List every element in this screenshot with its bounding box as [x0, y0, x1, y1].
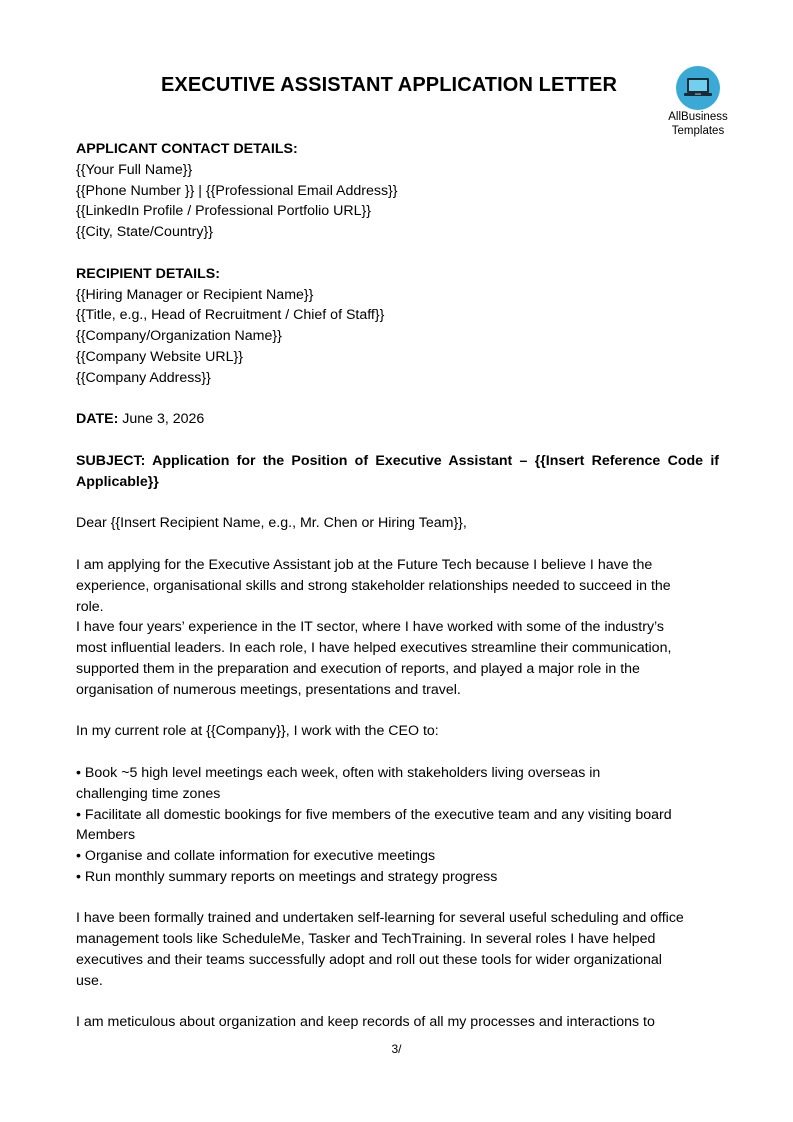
bullet-item: • Organise and collate information for executive meetings	[76, 848, 436, 865]
recipient-line: {{Company Address}}	[76, 369, 211, 386]
recipient-line: {{Hiring Manager or Recipient Name}}	[76, 286, 314, 303]
paragraph-line: management tools like ScheduleMe, Tasker and TechTraining. In several roles I have helped	[76, 931, 656, 948]
applicant-line: {{Phone Number }} | {{Professional Email Address}}	[76, 182, 398, 199]
applicant-heading: APPLICANT CONTACT DETAILS:	[76, 141, 298, 157]
date-label: DATE:	[76, 411, 119, 428]
bullet-item: challenging time zones	[76, 785, 221, 802]
recipient-line: {{Company Website URL}}	[76, 348, 243, 365]
list-intro: In my current role at {{Company}}, I work with the CEO to:	[76, 723, 439, 740]
laptop-icon	[676, 66, 720, 110]
paragraph-line: executives and their teams successfully adopt and roll out these tools for wider organizational	[76, 952, 662, 969]
page-number: 3/	[391, 1042, 402, 1056]
document-title: EXECUTIVE ASSISTANT APPLICATION LETTER	[160, 74, 618, 96]
date-line	[76, 409, 719, 430]
paragraph-line: experience, organisational skills and strong stakeholder relationships needed to succeed in the	[76, 577, 671, 594]
logo-text-line2: Templates	[671, 125, 725, 137]
recipient-line: {{Title, e.g., Head of Recruitment / Chief of Staff}}	[76, 307, 385, 324]
applicant-line: {{LinkedIn Profile / Professional Portfolio URL}}	[76, 203, 371, 220]
paragraph-line: I have four years’ experience in the IT sector, where I have worked with some of the industry’s	[76, 619, 665, 636]
bullet-item: • Facilitate all domestic bookings for five members of the executive team and any visiting board	[76, 806, 672, 823]
logo-text-line1: AllBusiness	[668, 111, 728, 123]
applicant-line: {{Your Full Name}}	[76, 161, 193, 178]
applicant-line: {{City, State/Country}}	[76, 224, 213, 241]
paragraph-line: I am applying for the Executive Assistant job at the Future Tech because I believe I have the	[76, 556, 653, 573]
salutation: Dear {{Insert Recipient Name, e.g., Mr. Chen or Hiring Team}},	[76, 515, 467, 532]
date-value: June 3, 2026	[118, 411, 205, 428]
paragraph-line: organisation of numerous meetings, presentations and travel.	[76, 681, 461, 698]
bullet-item: • Run monthly summary reports on meetings and strategy progress	[76, 868, 498, 885]
paragraph-line: use.	[76, 972, 103, 989]
recipient-heading: RECIPIENT DETAILS:	[76, 265, 220, 282]
subject-line: SUBJECT: Application for the Position of Executive Assistant – {{Insert Reference Code if Applicable}}	[76, 452, 719, 490]
paragraph-line: role.	[76, 598, 104, 615]
bullet-item: Members	[76, 827, 136, 844]
allbusiness-logo	[662, 66, 734, 138]
paragraph-line: I am meticulous about organization and keep records of all my processes and interactions to	[76, 1014, 655, 1031]
bullet-item: • Book ~5 high level meetings each week, often with stakeholders living overseas in	[76, 764, 601, 781]
recipient-line: {{Company/Organization Name}}	[76, 328, 282, 345]
letter-body	[76, 139, 719, 1033]
paragraph-line: most influential leaders. In each role, I have helped executives streamline their communication,	[76, 640, 672, 657]
paragraph-line: I have been formally trained and undertaken self-learning for several useful scheduling and office	[76, 910, 684, 927]
paragraph-line: supported them in the preparation and execution of reports, and played a major role in the	[76, 660, 640, 677]
